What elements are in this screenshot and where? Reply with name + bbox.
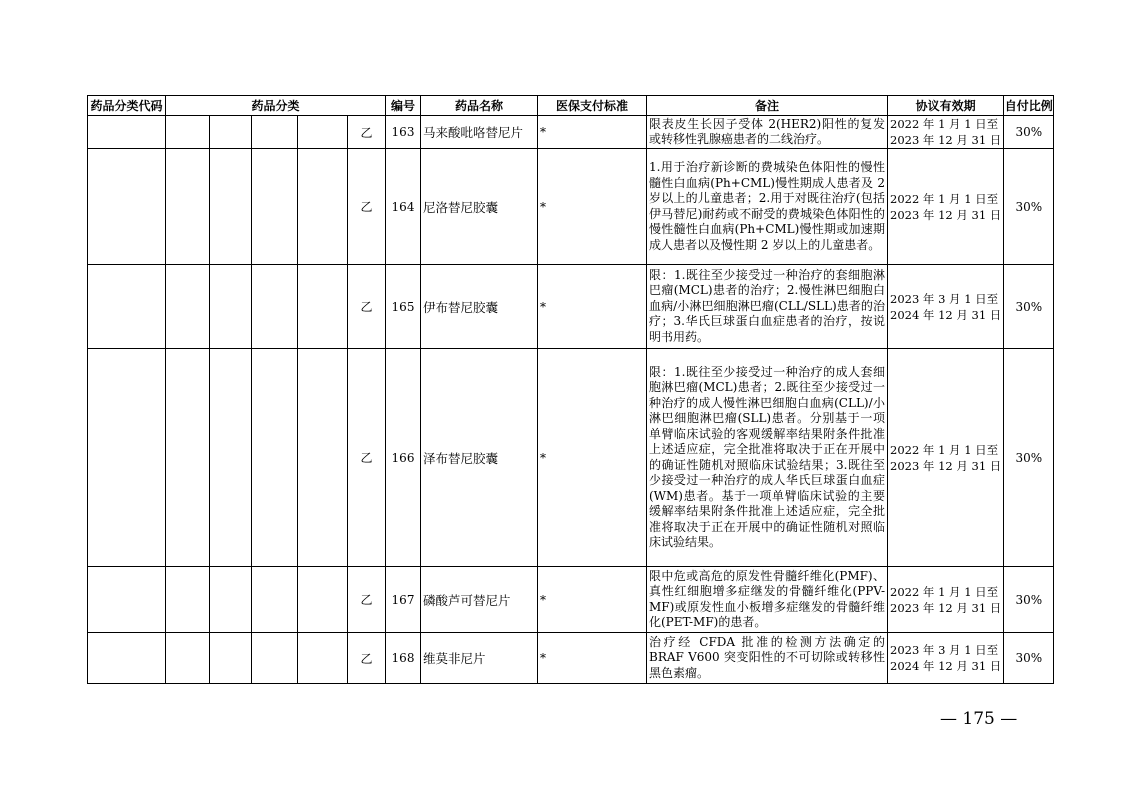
category-cell (166, 567, 210, 633)
number-cell: 163 (386, 116, 421, 149)
validity-cell (888, 149, 1004, 265)
validity-start: 2022 年 1 月 1 日至 (890, 191, 999, 206)
ratio-cell: 30% (1004, 116, 1054, 149)
table-row (88, 349, 1054, 567)
drug-name-cell: 维莫非尼片 (421, 633, 538, 684)
class-cell: 乙 (348, 567, 386, 633)
header-category: 药品分类 (166, 96, 386, 116)
drug-name-cell: 尼洛替尼胶囊 (421, 149, 538, 265)
category-cell (252, 116, 298, 149)
remarks-cell: 治疗经 CFDA 批准的检测方法确定的 BRAF V600 突变阳性的不可切除或转移性黑色素瘤。 (647, 633, 888, 684)
category-cell (252, 149, 298, 265)
drug-name-cell: 泽布替尼胶囊 (421, 349, 538, 567)
drug-name-cell: 磷酸芦可替尼片 (421, 567, 538, 633)
remarks-cell: 限中危或高危的原发性骨髓纤维化(PMF)、真性红细胞增多症继发的骨髓纤维化(PPV-MF)或原发性血小板增多症继发的骨髓纤维化(PET-MF)的患者。 (647, 567, 888, 633)
category-cell (166, 116, 210, 149)
category-cell (252, 567, 298, 633)
table-row (88, 265, 1054, 349)
table-row (88, 116, 1054, 149)
number-cell: 168 (386, 633, 421, 684)
header-validity: 协议有效期 (888, 96, 1004, 116)
header-number: 编号 (386, 96, 421, 116)
page-number: — 175 — (940, 709, 1018, 729)
header-remarks: 备注 (647, 96, 888, 116)
remarks-cell: 限表皮生长因子受体 2(HER2)阳性的复发或转移性乳腺癌患者的二线治疗。 (647, 116, 888, 149)
ratio-cell: 30% (1004, 149, 1054, 265)
category-cell (166, 633, 210, 684)
number-cell: 164 (386, 149, 421, 265)
validity-start: 2023 年 3 月 1 日至 (890, 643, 999, 657)
number-cell: 166 (386, 349, 421, 567)
class-cell: 乙 (348, 116, 386, 149)
remarks-cell: 限：1.既往至少接受过一种治疗的成人套细胞淋巴瘤(MCL)患者；2.既往至少接受过一种治疗的成人慢性淋巴细胞白血病(CLL)/小淋巴细胞淋巴瘤(SLL)患者。分别基于一项单臂临床试验的客观缓解率结果附条件批准上述适应症，完全批准将取决于正在开展中的确证性随机对照临床试验结果；3.既往至少接受过一种治疗的成人华氏巨球蛋白血症(WM)患者。基于一项单臂临床试验的主要缓解率结果附条件批准上述适应症，完全批准将取决于正在开展中的确证性随机对照临床试验结果。 (647, 349, 888, 567)
table-row (88, 567, 1054, 633)
category-code-cell (88, 349, 166, 567)
category-cell (298, 349, 348, 567)
category-cell (298, 149, 348, 265)
category-cell (252, 633, 298, 684)
validity-end: 2023 年 12 月 31 日 (890, 600, 1002, 615)
category-cell (298, 116, 348, 149)
category-cell (210, 567, 252, 633)
header-row (88, 96, 1054, 116)
ratio-cell: 30% (1004, 633, 1054, 684)
header-payment-standard: 医保支付标准 (538, 96, 647, 116)
validity-start: 2022 年 1 月 1 日至 (890, 442, 999, 457)
number-cell: 167 (386, 567, 421, 633)
validity-start: 2022 年 1 月 1 日至 (890, 584, 999, 599)
payment-standard-cell: * (538, 149, 647, 265)
remarks-cell: 限：1.既往至少接受过一种治疗的套细胞淋巴瘤(MCL)患者的治疗；2.慢性淋巴细胞白血病/小淋巴细胞淋巴瘤(CLL/SLL)患者的治疗；3.华氏巨球蛋白血症患者的治疗，按说明书用药。 (647, 265, 888, 349)
header-drug-name: 药品名称 (421, 96, 538, 116)
validity-start: 2023 年 3 月 1 日至 (890, 291, 999, 306)
category-cell (210, 633, 252, 684)
validity-cell (888, 116, 1004, 149)
payment-standard-cell: * (538, 116, 647, 149)
category-cell (210, 265, 252, 349)
drug-name-cell: 伊布替尼胶囊 (421, 265, 538, 349)
validity-cell (888, 265, 1004, 349)
category-cell (252, 349, 298, 567)
category-cell (252, 265, 298, 349)
class-cell: 乙 (348, 265, 386, 349)
category-cell (210, 116, 252, 149)
remarks-cell: 1.用于治疗新诊断的费城染色体阳性的慢性髓性白血病(Ph+CML)慢性期成人患者及 2 岁以上的儿童患者；2.用于对既往治疗(包括伊马替尼)耐药或不耐受的费城染色体阳性的慢性髓性白血病(Ph+CML)慢性期或加速期成人患者以及慢性期 2 岁以上的儿童患者。 (647, 149, 888, 265)
category-cell (298, 633, 348, 684)
drug-name-cell: 马来酸吡咯替尼片 (421, 116, 538, 149)
class-cell: 乙 (348, 149, 386, 265)
category-code-cell (88, 149, 166, 265)
category-code-cell (88, 116, 166, 149)
ratio-cell: 30% (1004, 265, 1054, 349)
category-cell (166, 265, 210, 349)
number-cell: 165 (386, 265, 421, 349)
validity-cell (888, 633, 1004, 684)
validity-cell (888, 349, 1004, 567)
table-row (88, 633, 1054, 684)
ratio-cell: 30% (1004, 567, 1054, 633)
validity-cell (888, 567, 1004, 633)
header-category-code: 药品分类代码 (88, 96, 166, 116)
category-cell (210, 149, 252, 265)
class-cell: 乙 (348, 633, 386, 684)
payment-standard-cell: * (538, 633, 647, 684)
validity-start: 2022 年 1 月 1 日至 (890, 117, 999, 131)
category-cell (298, 265, 348, 349)
category-code-cell (88, 567, 166, 633)
category-cell (166, 349, 210, 567)
category-code-cell (88, 633, 166, 684)
validity-end: 2023 年 12 月 31 日 (890, 458, 1002, 473)
drug-table (87, 95, 1054, 684)
header-self-pay-ratio: 自付比例 (1004, 96, 1054, 116)
validity-end: 2024 年 12 月 31 日 (890, 307, 1002, 322)
validity-end: 2023 年 12 月 31 日 (890, 207, 1002, 222)
payment-standard-cell: * (538, 349, 647, 567)
category-cell (210, 349, 252, 567)
payment-standard-cell: * (538, 265, 647, 349)
class-cell: 乙 (348, 349, 386, 567)
payment-standard-cell: * (538, 567, 647, 633)
table-row (88, 149, 1054, 265)
category-cell (166, 149, 210, 265)
ratio-cell: 30% (1004, 349, 1054, 567)
validity-end: 2024 年 12 月 31 日 (890, 659, 1002, 673)
category-cell (298, 567, 348, 633)
validity-end: 2023 年 12 月 31 日 (890, 133, 1002, 147)
category-code-cell (88, 265, 166, 349)
